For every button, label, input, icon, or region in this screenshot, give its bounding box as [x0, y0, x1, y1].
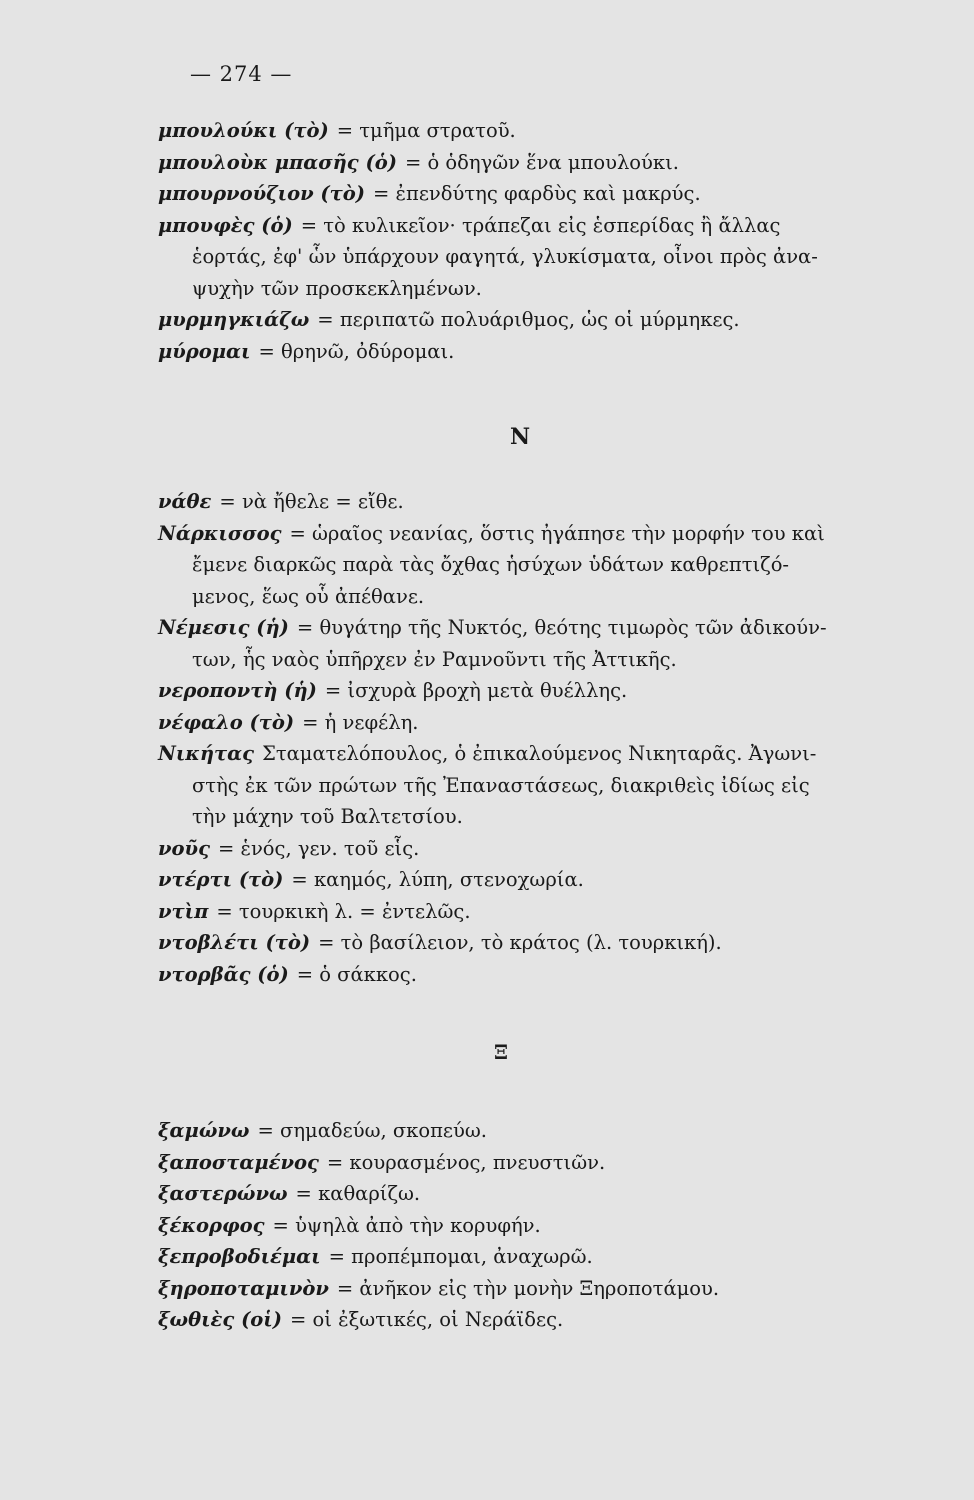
section-m-entries [158, 115, 878, 367]
dictionary-entry [158, 612, 878, 675]
entry-headword: ξαποσταμένος [158, 1150, 319, 1174]
entry-definition: = ἐπενδύτης φαρδὺς καὶ μακρύς. [373, 182, 701, 205]
entry-definition: = σημαδεύω, σκοπεύω. [257, 1119, 487, 1142]
page-number: — 274 — [190, 62, 293, 86]
dictionary-entry [158, 864, 878, 896]
section-n-entries [158, 486, 878, 990]
section-x-entries [158, 1115, 878, 1336]
entry-headword: ξηροποταμινὸν [158, 1276, 329, 1300]
dictionary-entry [158, 927, 878, 959]
entry-headword: μπουλούκι (τὸ) [158, 119, 329, 142]
entry-headword: ντοβλέτι (τὸ) [158, 931, 311, 954]
entry-definition: = ὁ ὁδηγῶν ἕνα μπουλούκι. [404, 150, 679, 174]
entry-definition: Σταματελόπουλος, ὁ ἐπικαλούμενος Νικηταρᾶς. Ἀγωνι- [262, 742, 817, 765]
entry-definition-continuation: μενος, ἕως οὗ ἀπέθανε. [192, 584, 425, 608]
entry-headword: μύρομαι [158, 339, 251, 363]
entry-headword: ξωθιὲς (οἱ) [158, 1308, 282, 1331]
entry-definition: = ἀνῆκον εἰς τὴν μονὴν Ξηροποτάμου. [336, 1276, 720, 1300]
entry-definition: = περιπατῶ πολυάριθμος, ὡς οἱ μύρμηκες. [317, 308, 740, 331]
dictionary-entry [158, 336, 878, 368]
entry-headword: ξέκορφος [158, 1213, 265, 1237]
entry-definition: = ἑνός, γεν. τοῦ εἷς. [217, 836, 420, 860]
entry-headword: νεροποντὴ (ἡ) [158, 679, 317, 702]
entry-headword: ντορβᾶς (ὁ) [158, 962, 289, 986]
entry-headword: νέφαλο (τὸ) [158, 710, 295, 734]
entry-headword: ξαστερώνω [158, 1182, 288, 1205]
entry-definition: = κουρασμένος, πνευστιῶν. [326, 1150, 606, 1174]
entry-definition: = ἡ νεφέλη. [302, 710, 419, 734]
dictionary-entry [158, 178, 878, 210]
entry-definition: = τουρκικὴ λ. = ἐντελῶς. [216, 899, 471, 923]
entry-definition: = τὸ βασίλειον, τὸ κράτος (λ. τουρκική). [318, 931, 722, 954]
dictionary-entry [158, 738, 878, 833]
entry-definition-continuation: ἔμενε διαρκῶς παρὰ τὰς ὄχθας ἡσύχων ὑδάτων καθρεπτιζό- [192, 553, 790, 576]
letter-heading-n: Ν [510, 424, 531, 450]
entry-headword: μυρμηγκιάζω [158, 308, 310, 331]
dictionary-entry [158, 1210, 878, 1242]
entry-definition-continuation: ψυχὴν τῶν προσκεκλημένων. [192, 276, 482, 300]
entry-headword: Νέμεσις (ἡ) [158, 616, 289, 639]
dictionary-entry [158, 1273, 878, 1305]
dictionary-entry [158, 1304, 878, 1336]
dictionary-entry [158, 1241, 878, 1273]
entry-definition-continuation: τὴν μάχην τοῦ Βαλτετσίου. [192, 805, 463, 828]
entry-headword: μπουρνούζιον (τὸ) [158, 182, 366, 205]
dictionary-entry [158, 304, 878, 336]
entry-headword: ξεπροβοδιέμαι [158, 1245, 321, 1268]
dictionary-entry [158, 115, 878, 147]
entry-headword: Νάρκισσος [158, 521, 282, 545]
dictionary-entry [158, 147, 878, 179]
entry-definition: = νὰ ἤθελε = εἴθε. [219, 490, 404, 513]
entry-definition-continuation: ἑορτάς, ἐφ' ὧν ὑπάρχουν φαγητά, γλυκίσματα, οἶνοι πρὸς ἀνα- [192, 245, 818, 268]
entry-headword: Νικήτας [158, 742, 255, 765]
entry-definition: = ὑψηλὰ ἀπὸ τὴν κορυφήν. [272, 1213, 541, 1237]
entry-definition: = οἱ ἐξωτικές, οἱ Νεράϊδες. [289, 1308, 564, 1331]
entry-headword: ξαμώνω [158, 1119, 250, 1142]
dictionary-entry [158, 210, 878, 305]
dictionary-entry [158, 833, 878, 865]
entry-definition: = θρηνῶ, ὀδύρομαι. [258, 339, 455, 363]
entry-definition: = καημός, λύπη, στενοχωρία. [291, 868, 584, 891]
entry-definition-continuation: των, ἧς ναὸς ὑπῆρχεν ἐν Ραμνοῦντι τῆς Ἀττικῆς. [192, 647, 677, 671]
entry-definition: = ἰσχυρὰ βροχὴ μετὰ θυέλλης. [324, 679, 628, 702]
entry-headword: μπουλοὺκ μπασῆς (ὁ) [158, 150, 397, 174]
dictionary-entry [158, 518, 878, 613]
letter-heading-x: Ξ [494, 1040, 509, 1064]
entry-definition-continuation: στὴς ἐκ τῶν πρώτων τῆς Ἐπαναστάσεως, διακριθεὶς ἰδίως εἰς [192, 773, 810, 797]
entry-definition: = τὸ κυλικεῖον· τράπεζαι εἰς ἑσπερίδας ἢ ἄλλας [300, 213, 781, 237]
dictionary-entry [158, 707, 878, 739]
entry-definition: = ὁ σάκκος. [296, 962, 417, 986]
entry-headword: ντέρτι (τὸ) [158, 868, 284, 891]
entry-headword: νοῦς [158, 836, 210, 860]
entry-definition: = ὡραῖος νεανίας, ὅστις ἠγάπησε τὴν μορφήν του καὶ [289, 521, 825, 545]
dictionary-entry [158, 486, 878, 518]
entry-headword: ντὶπ [158, 899, 209, 923]
entry-definition: = θυγάτηρ τῆς Νυκτός, θεότης τιμωρὸς τῶν ἀδικούν- [296, 616, 827, 639]
dictionary-entry [158, 1147, 878, 1179]
dictionary-entry [158, 896, 878, 928]
entry-headword: νάθε [158, 490, 212, 513]
entry-definition: = τμῆμα στρατοῦ. [336, 119, 516, 142]
entry-definition: = καθαρίζω. [295, 1182, 421, 1205]
dictionary-entry [158, 959, 878, 991]
entry-headword: μπουφὲς (ὁ) [158, 213, 293, 237]
dictionary-entry [158, 675, 878, 707]
dictionary-entry [158, 1115, 878, 1147]
dictionary-entry [158, 1178, 878, 1210]
entry-definition: = προπέμπομαι, ἀναχωρῶ. [328, 1245, 593, 1268]
